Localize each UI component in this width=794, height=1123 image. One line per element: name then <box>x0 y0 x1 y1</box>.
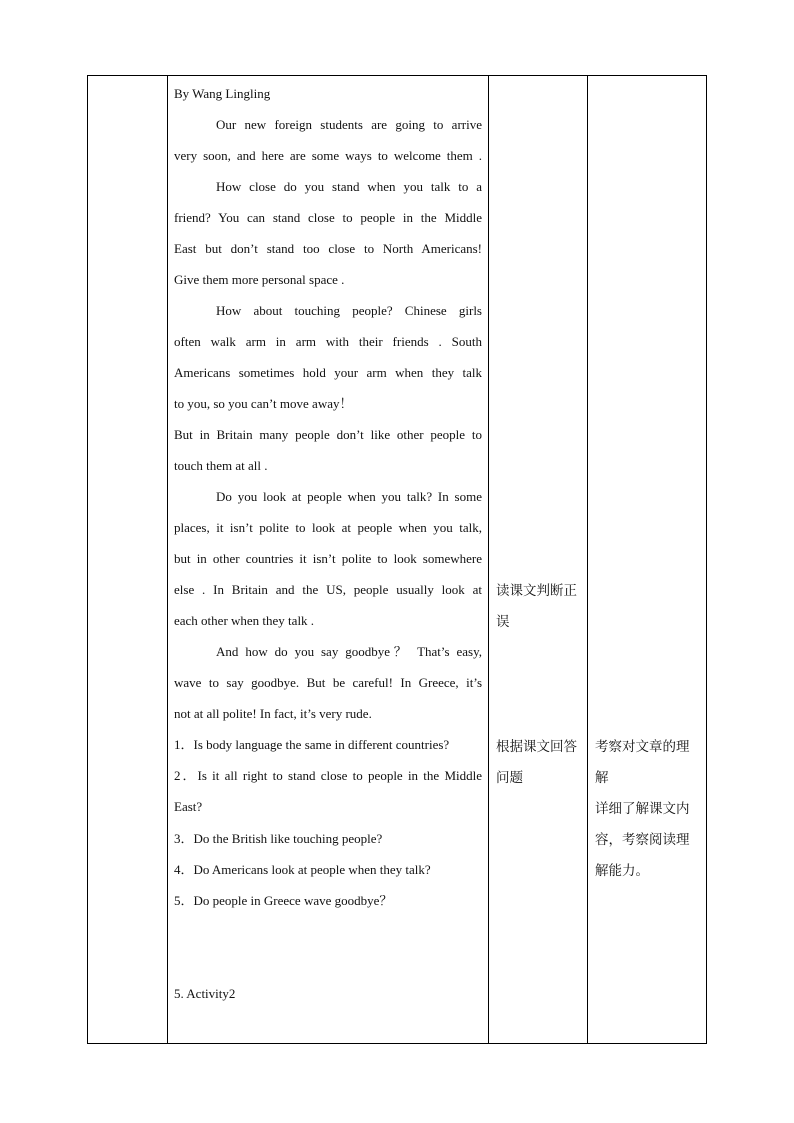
student-activity-answer-questions: 根据课文回答 问题 <box>496 739 577 786</box>
passage-line: Americans sometimes hold your arm when they talk <box>174 365 482 380</box>
passage-line: very soon, and here are some ways to welcome them . <box>174 148 482 163</box>
passage-line: Our new foreign students are going to arrive <box>216 117 482 132</box>
column-divider <box>488 76 489 1043</box>
passage-line: But in Britain many people don’t like other people to <box>174 427 482 442</box>
passage-line: East but don’t stand too close to North Americans! <box>174 241 482 256</box>
passage-line: places, it isn’t polite to look at people when you talk, <box>174 520 482 535</box>
design-intent-understanding: 考察对文章的理 解 <box>595 739 690 786</box>
passage-line: wave to say goodbye. But be careful! In Greece, it’s <box>174 675 482 690</box>
column-divider <box>167 76 168 1043</box>
question-line: 1．Is body language the same in different countries? <box>174 737 450 752</box>
passage-line: friend? You can stand close to people in the Middle <box>174 210 482 225</box>
passage-line: but in other countries it isn’t polite to look somewhere <box>174 551 482 566</box>
question-line: 4．Do Americans look at people when they talk? <box>174 862 431 877</box>
column-divider <box>587 76 588 1043</box>
question-line: East? <box>174 799 203 814</box>
passage-line: How close do you stand when you talk to a <box>216 179 482 194</box>
passage-line: How about touching people? Chinese girls <box>216 303 482 318</box>
passage-line: often walk arm in arm with their friends . South <box>174 334 482 349</box>
passage-line: touch them at all . <box>174 458 268 473</box>
passage-line: else . In Britain and the US, people usually look at <box>174 582 482 597</box>
passage-line: not at all polite! In fact, it’s very rude. <box>174 706 372 721</box>
student-activity-read-judge: 读课文判断正 误 <box>496 583 577 630</box>
question-line: 3．Do the British like touching people? <box>174 831 383 846</box>
passage-line: And how do you say goodbye？ That’s easy, <box>216 644 482 659</box>
lesson-table <box>87 75 707 1044</box>
question-line: 2．Is it all right to stand close to people in the Middle <box>174 768 482 783</box>
passage-line: each other when they talk . <box>174 613 315 628</box>
activity-label: 5. Activity2 <box>174 986 236 1001</box>
passage-byline: By Wang Lingling <box>174 86 271 101</box>
passage-line: to you, so you can’t move away！ <box>174 396 353 411</box>
question-line: 5．Do people in Greece wave goodbye？ <box>174 893 393 908</box>
passage-line: Do you look at people when you talk? In some <box>216 489 482 504</box>
design-intent-reading-ability: 详细了解课文内 容，考察阅读理 解能力。 <box>595 801 690 879</box>
passage-line: Give them more personal space . <box>174 272 345 287</box>
